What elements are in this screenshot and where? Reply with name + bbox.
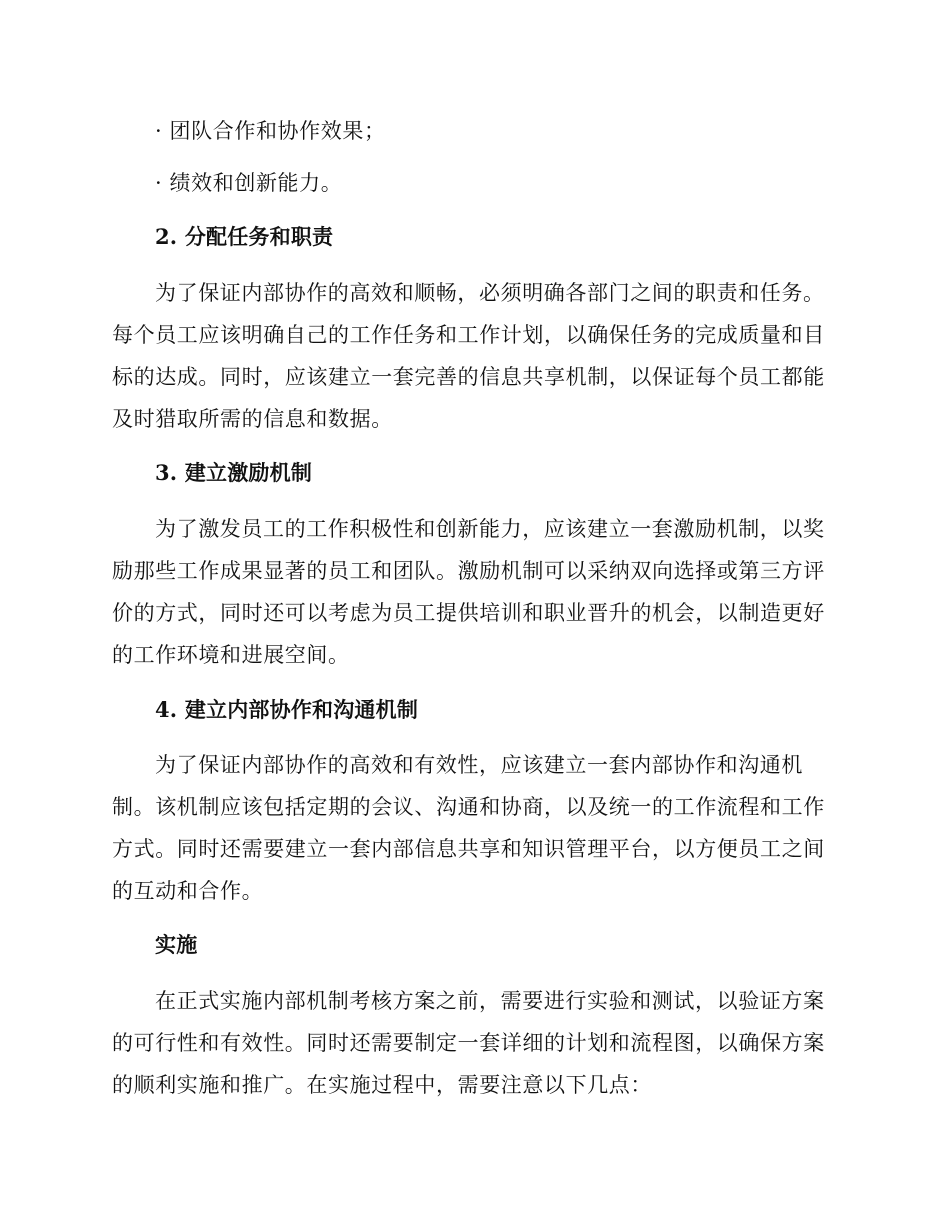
section-heading: 实施 [155, 932, 198, 957]
bullet-item: · 绩效和创新能力。 [155, 171, 343, 195]
paragraph-line: 励那些工作成果显著的员工和团队。激励机制可以采纳双向选择或第三方评 [112, 559, 825, 583]
paragraph-line: 每个员工应该明确自己的工作任务和工作计划，以确保任务的完成质量和目 [112, 323, 825, 347]
paragraph-line: 价的方式，同时还可以考虑为员工提供培训和职业晋升的机会，以制造更好 [112, 601, 825, 625]
paragraph-line: 的顺利实施和推广。在实施过程中，需要注意以下几点： [112, 1073, 652, 1097]
paragraph-line: 为了激发员工的工作积极性和创新能力，应该建立一套激励机制，以奖 [155, 517, 825, 541]
paragraph-line: 为了保证内部协作的高效和有效性，应该建立一套内部协作和沟通机 [155, 753, 803, 777]
section-heading: 4. 建立内部协作和沟通机制 [155, 697, 419, 722]
paragraph-line: 为了保证内部协作的高效和顺畅，必须明确各部门之间的职责和任务。 [155, 281, 825, 305]
paragraph-line: 方式。同时还需要建立一套内部信息共享和知识管理平台，以方便员工之间 [112, 837, 825, 861]
paragraph-line: 的工作环境和进展空间。 [112, 643, 350, 667]
paragraph-line: 标的达成。同时，应该建立一套完善的信息共享机制，以保证每个员工都能 [112, 365, 825, 389]
paragraph-line: 制。该机制应该包括定期的会议、沟通和协商，以及统一的工作流程和工作 [112, 795, 825, 819]
paragraph-line: 在正式实施内部机制考核方案之前，需要进行实验和测试，以验证方案 [155, 989, 825, 1013]
bullet-item: · 团队合作和协作效果； [155, 119, 386, 143]
paragraph-line: 的可行性和有效性。同时还需要制定一套详细的计划和流程图，以确保方案 [112, 1031, 825, 1055]
paragraph-line: 及时猎取所需的信息和数据。 [112, 407, 393, 431]
paragraph-line: 的互动和合作。 [112, 879, 264, 903]
section-heading: 3. 建立激励机制 [155, 460, 313, 485]
section-heading: 2. 分配任务和职责 [155, 224, 334, 249]
